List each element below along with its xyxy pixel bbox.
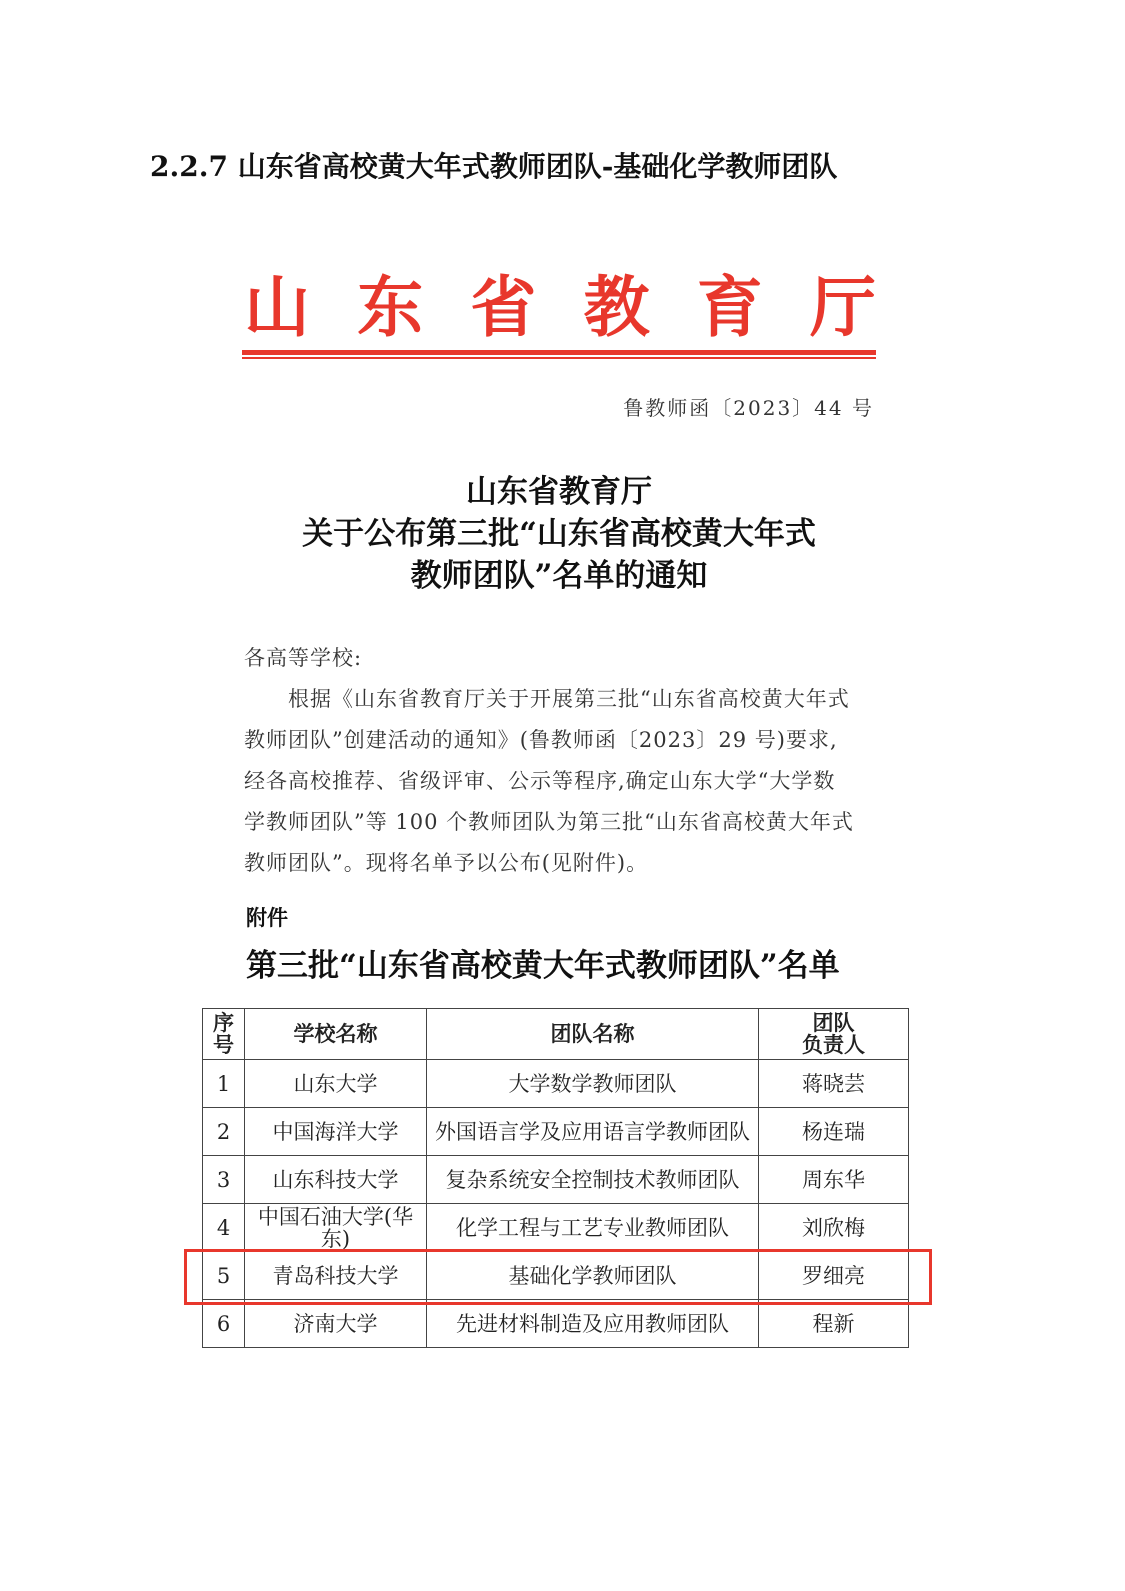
- row-leader: 蒋晓芸: [759, 1060, 909, 1108]
- row-index: 1: [203, 1060, 245, 1108]
- row-team: 外国语言学及应用语言学教师团队: [427, 1108, 759, 1156]
- header-index-line-2: 号: [213, 1032, 234, 1057]
- table-header-row: [203, 1009, 909, 1060]
- row-school: 山东科技大学: [245, 1156, 427, 1204]
- body-line-4: 学教师团队”等 100 个教师团队为第三批“山东省高校黄大年式: [244, 810, 854, 834]
- row-leader: 罗细亮: [759, 1252, 909, 1300]
- salutation: 各高等学校:: [244, 646, 363, 670]
- row-school: 中国海洋大学: [245, 1108, 427, 1156]
- table-row: [203, 1204, 909, 1252]
- row-school: 中国石油大学(华东): [245, 1204, 427, 1252]
- notice-title-line-1: 山东省教育厅: [466, 474, 652, 510]
- document-number: 鲁教师函〔2023〕44 号: [623, 396, 874, 420]
- header-team: 团队名称: [427, 1009, 759, 1060]
- notice-title-line-3: 教师团队”名单的通知: [410, 558, 708, 594]
- row-school: 山东大学: [245, 1060, 427, 1108]
- body-line-2: 教师团队”创建活动的通知》(鲁教师函〔2023〕29 号)要求,: [244, 728, 838, 752]
- letterhead-title: [244, 268, 876, 348]
- row-leader: 杨连瑞: [759, 1108, 909, 1156]
- header-leader-line-1: 团队: [812, 1010, 855, 1035]
- letterhead-char: 教: [583, 269, 650, 346]
- letterhead-char: 山: [244, 269, 310, 346]
- row-team: 基础化学教师团队: [427, 1252, 759, 1300]
- header-index-line-1: 序: [213, 1010, 234, 1035]
- letterhead-char: 东: [357, 269, 424, 346]
- header-index: [203, 1009, 245, 1060]
- letterhead-rule-thick: [242, 350, 876, 355]
- row-team: 复杂系统安全控制技术教师团队: [427, 1156, 759, 1204]
- row-index: 3: [203, 1156, 245, 1204]
- notice-title-line-2: 关于公布第三批“山东省高校黄大年式: [302, 516, 816, 552]
- list-title: 第三批“山东省高校黄大年式教师团队”名单: [246, 948, 840, 984]
- row-school: 青岛科技大学: [245, 1252, 427, 1300]
- body-line-5: 教师团队”。现将名单予以公布(见附件)。: [244, 851, 649, 875]
- row-school: 济南大学: [245, 1300, 427, 1348]
- header-leader-line-2: 负责人: [802, 1032, 865, 1057]
- letterhead-rule-thin: [242, 357, 876, 359]
- row-leader: 周东华: [759, 1156, 909, 1204]
- row-index: 6: [203, 1300, 245, 1348]
- table-row: [203, 1108, 909, 1156]
- body-line-1: 根据《山东省教育厅关于开展第三批“山东省高校黄大年式: [244, 687, 850, 711]
- row-team: 先进材料制造及应用教师团队: [427, 1300, 759, 1348]
- row-team: 化学工程与工艺专业教师团队: [427, 1204, 759, 1252]
- header-school: 学校名称: [245, 1009, 427, 1060]
- row-team: 大学数学教师团队: [427, 1060, 759, 1108]
- letterhead-char: 育: [696, 269, 763, 346]
- highlight-box: [184, 1249, 932, 1305]
- table-row: [203, 1156, 909, 1204]
- attachment-label: 附件: [246, 906, 288, 930]
- row-index: 2: [203, 1108, 245, 1156]
- letterhead-char: 厅: [809, 269, 876, 346]
- row-index: 5: [203, 1252, 245, 1300]
- table-row: [203, 1060, 909, 1108]
- section-heading: 2.2.7 山东省高校黄大年式教师团队-基础化学教师团队: [150, 150, 838, 183]
- row-index: 4: [203, 1204, 245, 1252]
- table-row: [203, 1300, 909, 1348]
- letterhead-char: 省: [470, 269, 537, 346]
- header-leader: [759, 1009, 909, 1060]
- row-leader: 程新: [759, 1300, 909, 1348]
- body-line-3: 经各高校推荐、省级评审、公示等程序,确定山东大学“大学数: [244, 769, 836, 793]
- row-leader: 刘欣梅: [759, 1204, 909, 1252]
